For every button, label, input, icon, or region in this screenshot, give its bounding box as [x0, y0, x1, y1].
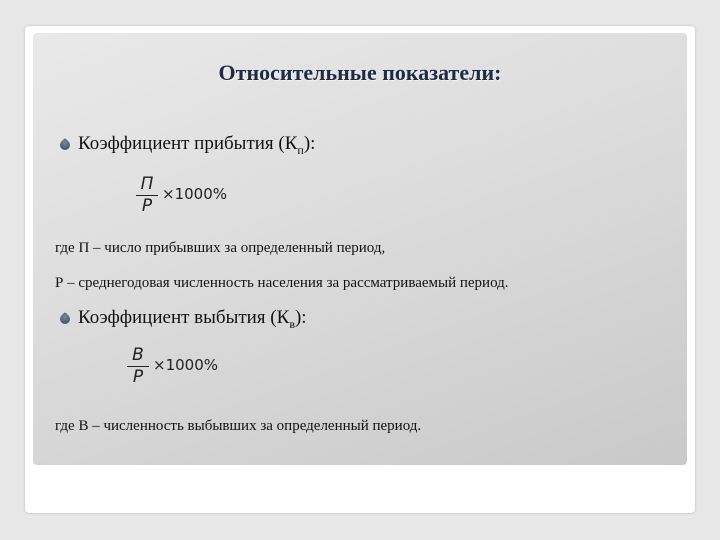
- coefficient-suffix: ):: [303, 133, 316, 154]
- formula-fraction: [136, 174, 158, 215]
- coefficient-label: Коэффициент прибытия (К: [78, 133, 298, 154]
- arrival-description-2: Р – среднегодовая численность населения за рассматриваемый период.: [55, 275, 509, 291]
- formula-denominator: P: [141, 196, 153, 216]
- coefficient-label: Коэффициент выбытия (К: [78, 307, 290, 328]
- formula-multiplier: ×1000%: [153, 356, 218, 374]
- coefficient-subscript: п: [297, 143, 304, 157]
- slide-title: Относительные показатели:: [218, 60, 502, 85]
- arrival-description-1: где П – число прибывших за определенный период,: [55, 240, 386, 256]
- formula-numerator: B: [132, 345, 144, 365]
- bullet-text: [78, 307, 307, 330]
- departure-description-1: где В – численность выбывших за определенный период.: [55, 418, 422, 434]
- formula-fraction: [127, 345, 149, 386]
- formula-denominator: P: [132, 367, 144, 387]
- formula-multiplier: ×1000%: [162, 185, 227, 203]
- formula-numerator: П: [140, 174, 154, 194]
- coefficient-subscript: в: [289, 317, 295, 331]
- bullet-text: [78, 133, 315, 156]
- coefficient-suffix: ):: [294, 307, 307, 328]
